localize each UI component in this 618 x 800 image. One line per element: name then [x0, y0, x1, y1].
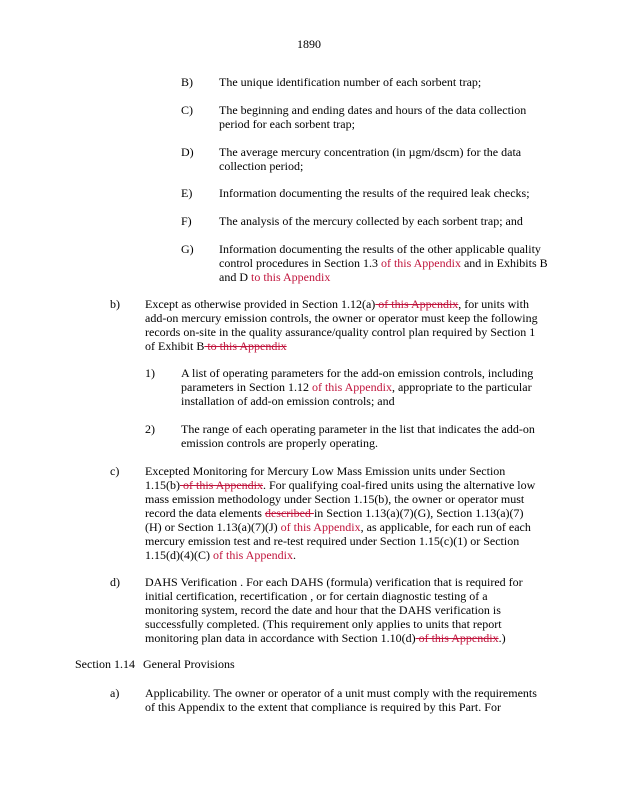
para-marker-c: c) [110, 464, 120, 478]
item-g-insert-1: of this Appendix [377, 256, 461, 270]
section-title: General Provisions [143, 657, 235, 671]
para-text-c [145, 464, 540, 562]
para-b-deleted-1: of this Appendix [375, 297, 459, 311]
para-c-insert-1: of this Appendix [277, 520, 361, 534]
para-c-text-2: . For qualifying coal-fired units using the alternative low mass emission methodology under Section 1.15(b), the owner or operator must record the data elements [145, 478, 536, 520]
para-c-insert-2: of this Appendix [209, 548, 293, 562]
para-marker-b: b) [110, 297, 120, 311]
item-marker-c: C) [181, 103, 193, 117]
item-marker-f: F) [181, 214, 192, 228]
para-d-text-2: .) [498, 631, 506, 645]
para-text-d [145, 575, 540, 645]
item-marker-e: E) [181, 186, 193, 200]
para-c-text-5: . [292, 548, 296, 562]
para-b-text-1: Except as otherwise provided in Section 1.12(a) [145, 297, 376, 311]
item-text-b: The unique identification number of each sorbent trap; [219, 75, 482, 89]
section-number: Section 1.14 [75, 657, 135, 671]
item-marker-d: D) [181, 145, 194, 159]
para-marker-d: d) [110, 575, 120, 589]
item-text-e: Information documenting the results of the required leak checks; [219, 186, 530, 200]
page-number: 1890 [297, 37, 321, 51]
item-g-insert-2: to this Appendix [248, 270, 331, 284]
para-c-text-4: , as applicable, for each run of each mercury emission test and re-test required under Section 1.15(c)(1) or Section 1.15(d)(4)(C) [145, 520, 531, 562]
item-marker-b: B) [181, 75, 193, 89]
para-c-deleted-2: described [264, 506, 314, 520]
para-text-a: Applicability. The owner or operator of a unit must comply with the requirements of this Appendix to the extent that compliance is required by this Part. For [145, 686, 537, 714]
sub1-text-1: A list of operating parameters for the add-on emission controls, including parameters in Section 1.12 [181, 366, 534, 394]
para-b-deleted-2: to this Appendix [204, 339, 287, 353]
item-text-c: The beginning and ending dates and hours of the data collection period for each sorbent trap; [219, 103, 527, 131]
item-text-d: The average mercury concentration (in µgm/dscm) for the data collection period; [219, 145, 522, 173]
para-d-deleted-1: of this Appendix [415, 631, 499, 645]
sub-marker-2: 2) [145, 422, 155, 436]
para-b-text-2: , for units with add-on mercury emission controls, the owner or operator must keep the following records on-site in the quality assurance/quality control plan required by Section 1 of Exhibit B [145, 297, 538, 353]
para-d-text-1: DAHS Verification . For each DAHS (formula) verification that is required for initial certification, recertification , or for certain diagnostic testing of a monitoring system, record the date and hour that the DAHS verification is successfully completed. (This requirement only applies to units that report monitoring plan data in accordance with Section 1.10(d) [145, 575, 523, 645]
para-marker-a: a) [110, 686, 120, 700]
para-c-deleted-1: of this Appendix [180, 478, 263, 492]
sub-marker-1: 1) [145, 366, 155, 380]
sub-text-2: The range of each operating parameter in the list that indicates the add-on emission controls are properly operating. [181, 422, 535, 450]
item-marker-g: G) [181, 242, 194, 256]
item-g-text-2: and in Exhibits B and D [219, 256, 548, 284]
item-text-f: The analysis of the mercury collected by each sorbent trap; and [219, 214, 523, 228]
item-text-g [219, 242, 559, 284]
para-text-b [145, 297, 540, 353]
sub1-text-2: , appropriate to the particular installation of add-on emission controls; and [181, 380, 532, 408]
sub-text-1 [181, 366, 541, 408]
section-heading [75, 657, 235, 671]
sub1-insert-1: of this Appendix [308, 380, 392, 394]
para-c-text-3: in Section 1.13(a)(7)(G), Section 1.13(a)(7)(H) or Section 1.13(a)(7)(J) [145, 506, 524, 534]
para-c-text-1: Excepted Monitoring for Mercury Low Mass Emission units under Section 1.15(b) [145, 464, 506, 492]
item-g-text-1: Information documenting the results of the other applicable quality control procedures in Section 1.3 [219, 242, 541, 270]
